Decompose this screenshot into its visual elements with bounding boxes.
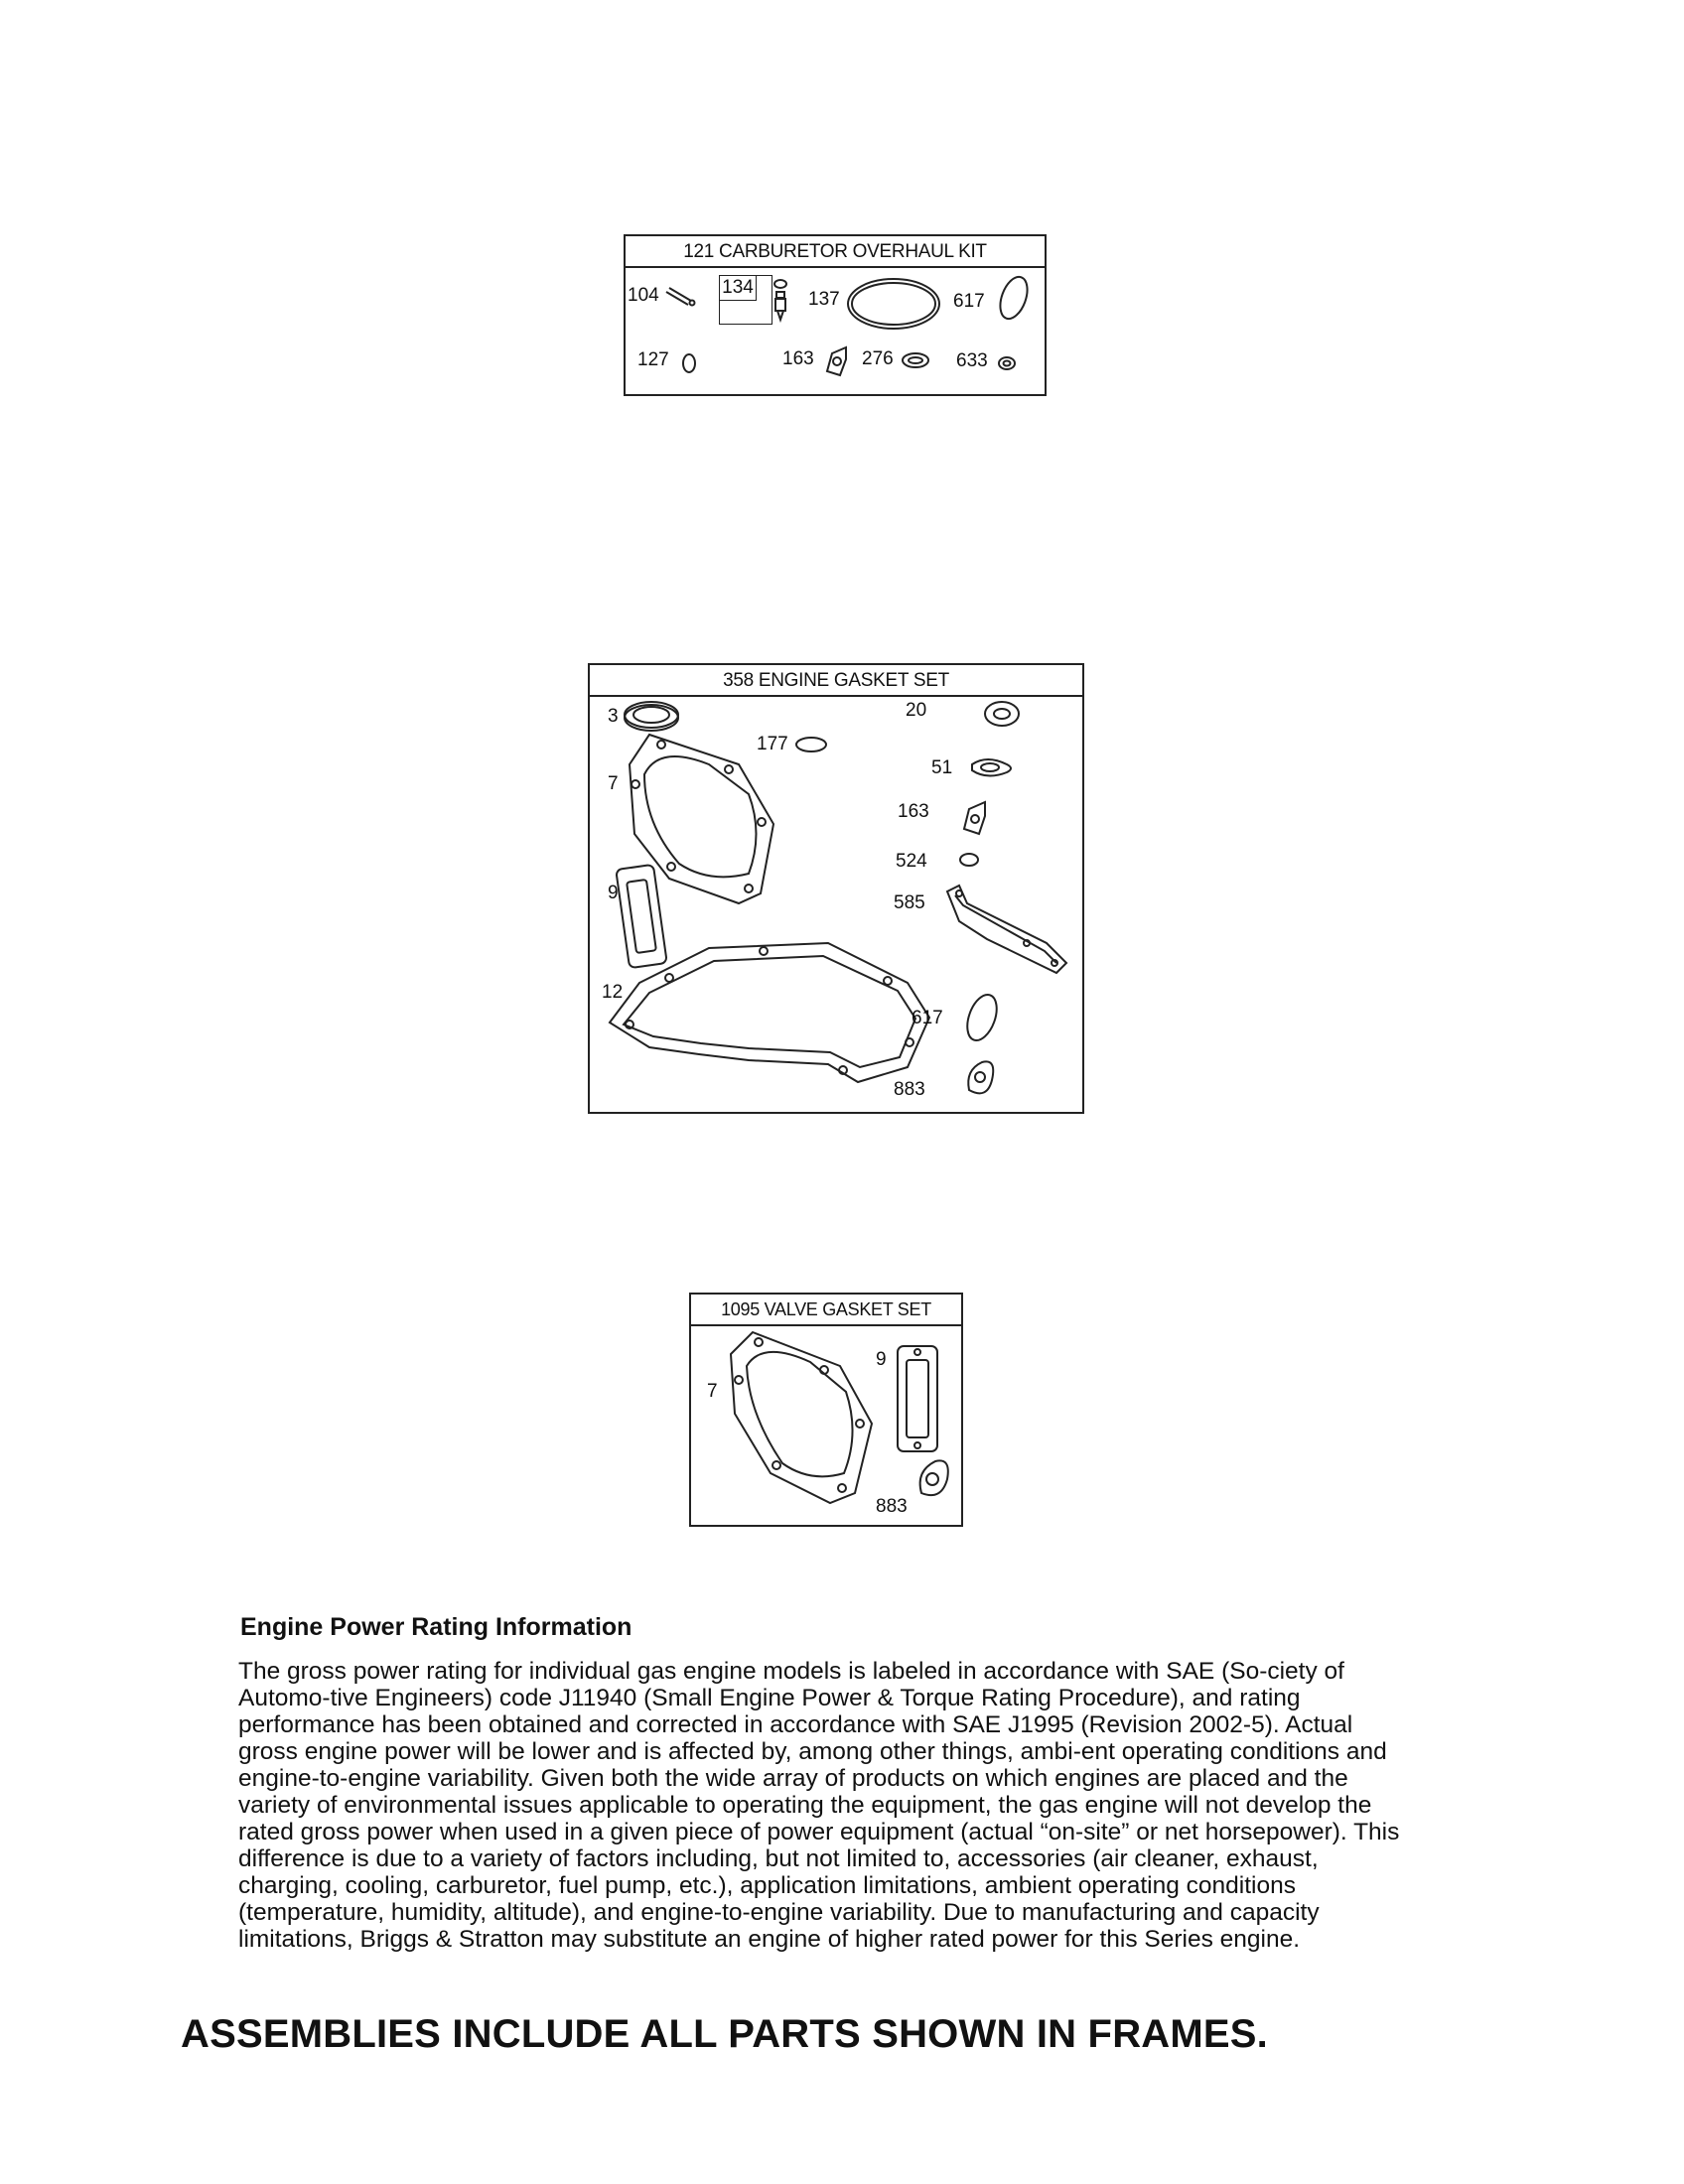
part-134-box [719, 275, 772, 325]
part-127-label: 127 [637, 349, 669, 370]
part-137-label: 137 [808, 289, 840, 310]
part-585-label: 585 [894, 892, 925, 913]
assemblies-note: ASSEMBLIES INCLUDE ALL PARTS SHOWN IN FRAMES. [181, 2012, 1268, 2056]
part-7-label: 7 [707, 1381, 718, 1402]
part-883-label: 883 [876, 1496, 908, 1517]
part-7-head-gasket-drawing [630, 735, 773, 903]
part-137-ring-drawing [848, 279, 939, 329]
part-12-label: 12 [602, 982, 624, 1003]
part-633-label: 633 [956, 350, 988, 371]
part-276-washer-drawing [903, 353, 928, 367]
part-163-label: 163 [898, 801, 929, 822]
power-rating-body: The gross power rating for individual gas engine models is labeled in accordance with SAE (So-ciety of Automo-tive Engineers) code J11940 (Small Engine Power & Torque Rating Procedure), and rating performance has been obtained and corrected in accordance with SAE J1995 (Revision 2002-5). Actual gross engine power will be lower and is affected by, among other things, ambi-ent operating conditions and engine-to-engine variability. Given both the wide array of products on which engines are placed and the variety of environmental issues applicable to operating the equipment, the gas engine will not develop the rated gross power when used in a given piece of power equipment (actual “on-site” or net horsepower). This difference is due to a variety of factors including, but not limited to, accessories (air cleaner, exhaust, charging, cooling, carburetor, fuel pump, etc.), application limitations, ambient operating conditions (temperature, humidity, altitude), and engine-to-engine variability. Due to manufacturing and capacity limitations, Briggs & Stratton may substitute an engine of higher rated power for this Series engine. [238, 1658, 1400, 1953]
part-163-gasket-drawing [827, 347, 846, 375]
part-883-gasket-drawing [968, 1061, 993, 1093]
valve-gasket-set-title: 1095 VALVE GASKET SET [691, 1295, 961, 1326]
part-20-seal-drawing [985, 702, 1019, 726]
part-585-drawing [947, 886, 1066, 973]
part-20-label: 20 [906, 700, 927, 721]
carburetor-kit-title: 121 CARBURETOR OVERHAUL KIT [626, 236, 1045, 268]
part-134-label: 134 [720, 276, 757, 301]
part-177-drawing [796, 738, 826, 751]
part-276-label: 276 [862, 348, 894, 369]
part-9-drawing [616, 865, 667, 968]
part-883-label: 883 [894, 1079, 925, 1100]
part-524-label: 524 [896, 851, 927, 872]
part-104-pin-drawing [666, 288, 695, 306]
power-rating-heading: Engine Power Rating Information [240, 1613, 632, 1641]
part-9-label: 9 [608, 883, 619, 903]
engine-gasket-set-illustration [590, 665, 1082, 1112]
part-134-needle-drawing [774, 280, 786, 320]
part-617-oring-drawing [995, 273, 1033, 323]
carburetor-kit-frame [624, 234, 1047, 396]
part-51-label: 51 [931, 757, 953, 778]
part-524-drawing [960, 854, 978, 866]
part-127-drawing [683, 354, 695, 372]
part-177-label: 177 [757, 734, 788, 754]
part-617-label: 617 [953, 291, 985, 312]
part-7-head-gasket-drawing [731, 1332, 872, 1503]
valve-gasket-set-frame [689, 1293, 963, 1527]
part-617-oring-drawing [962, 991, 1003, 1044]
valve-gasket-set-illustration [691, 1295, 961, 1525]
part-9-drawing [898, 1346, 937, 1451]
part-633-washer-drawing [999, 357, 1015, 369]
part-104-label: 104 [628, 285, 659, 306]
part-883-gasket-drawing [920, 1460, 948, 1495]
engine-gasket-set-frame [588, 663, 1084, 1114]
part-3-label: 3 [608, 706, 619, 727]
part-617-label: 617 [912, 1008, 943, 1028]
part-7-label: 7 [608, 773, 619, 794]
part-51-drawing [972, 759, 1011, 776]
engine-gasket-set-title: 358 ENGINE GASKET SET [590, 665, 1082, 697]
part-9-label: 9 [876, 1349, 887, 1370]
part-163-gasket-drawing [964, 802, 985, 834]
part-3-seal-drawing [625, 702, 678, 731]
part-163-label: 163 [782, 348, 814, 369]
